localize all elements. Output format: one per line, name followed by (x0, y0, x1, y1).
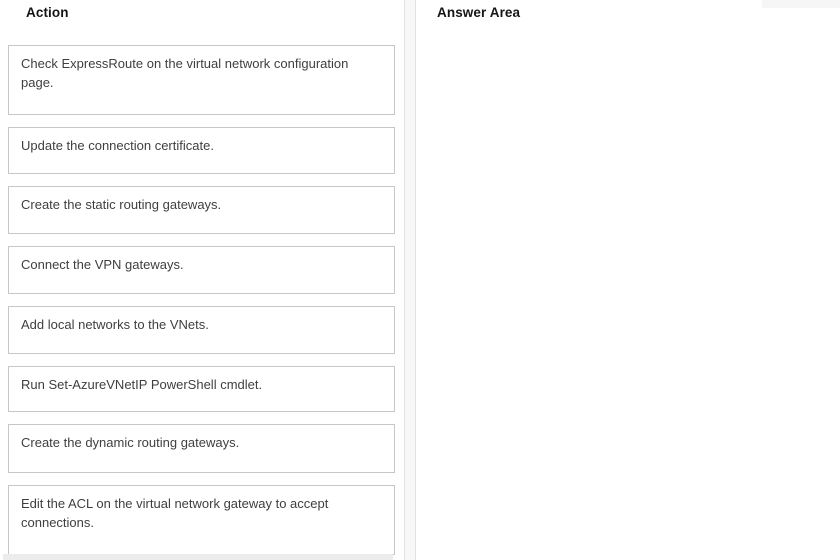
action-item-label: Create the static routing gateways. (21, 197, 222, 212)
action-item-label: Run Set-AzureVNetIP PowerShell cmdlet. (21, 377, 263, 392)
action-list (8, 45, 395, 555)
action-item-label: Edit the ACL on the virtual network gateway to accept connections. (21, 496, 329, 530)
action-item-label: Check ExpressRoute on the virtual network configuration page. (21, 56, 349, 90)
action-item-label: Create the dynamic routing gateways. (21, 435, 240, 450)
action-item-dynamic-routing-gateways[interactable] (8, 424, 395, 473)
column-divider (404, 0, 416, 560)
action-item-label: Update the connection certificate. (21, 138, 214, 153)
answer-area-header: Answer Area (437, 5, 521, 20)
answer-area-dropzone[interactable] (418, 30, 840, 560)
cropped-edge-artifact-bottom (3, 554, 393, 560)
action-item-add-local-networks[interactable] (8, 306, 395, 354)
action-item-static-routing-gateways[interactable] (8, 186, 395, 234)
action-item-update-certificate[interactable] (8, 127, 395, 174)
cropped-edge-artifact-top (762, 0, 840, 8)
action-item-edit-acl[interactable] (8, 485, 395, 555)
action-column-header: Action (26, 5, 69, 20)
action-item-label: Add local networks to the VNets. (21, 317, 209, 332)
action-item-run-powershell-cmdlet[interactable] (8, 366, 395, 412)
action-item-label: Connect the VPN gateways. (21, 257, 184, 272)
action-item-connect-vpn-gateways[interactable] (8, 246, 395, 294)
action-item-check-expressroute[interactable] (8, 45, 395, 115)
